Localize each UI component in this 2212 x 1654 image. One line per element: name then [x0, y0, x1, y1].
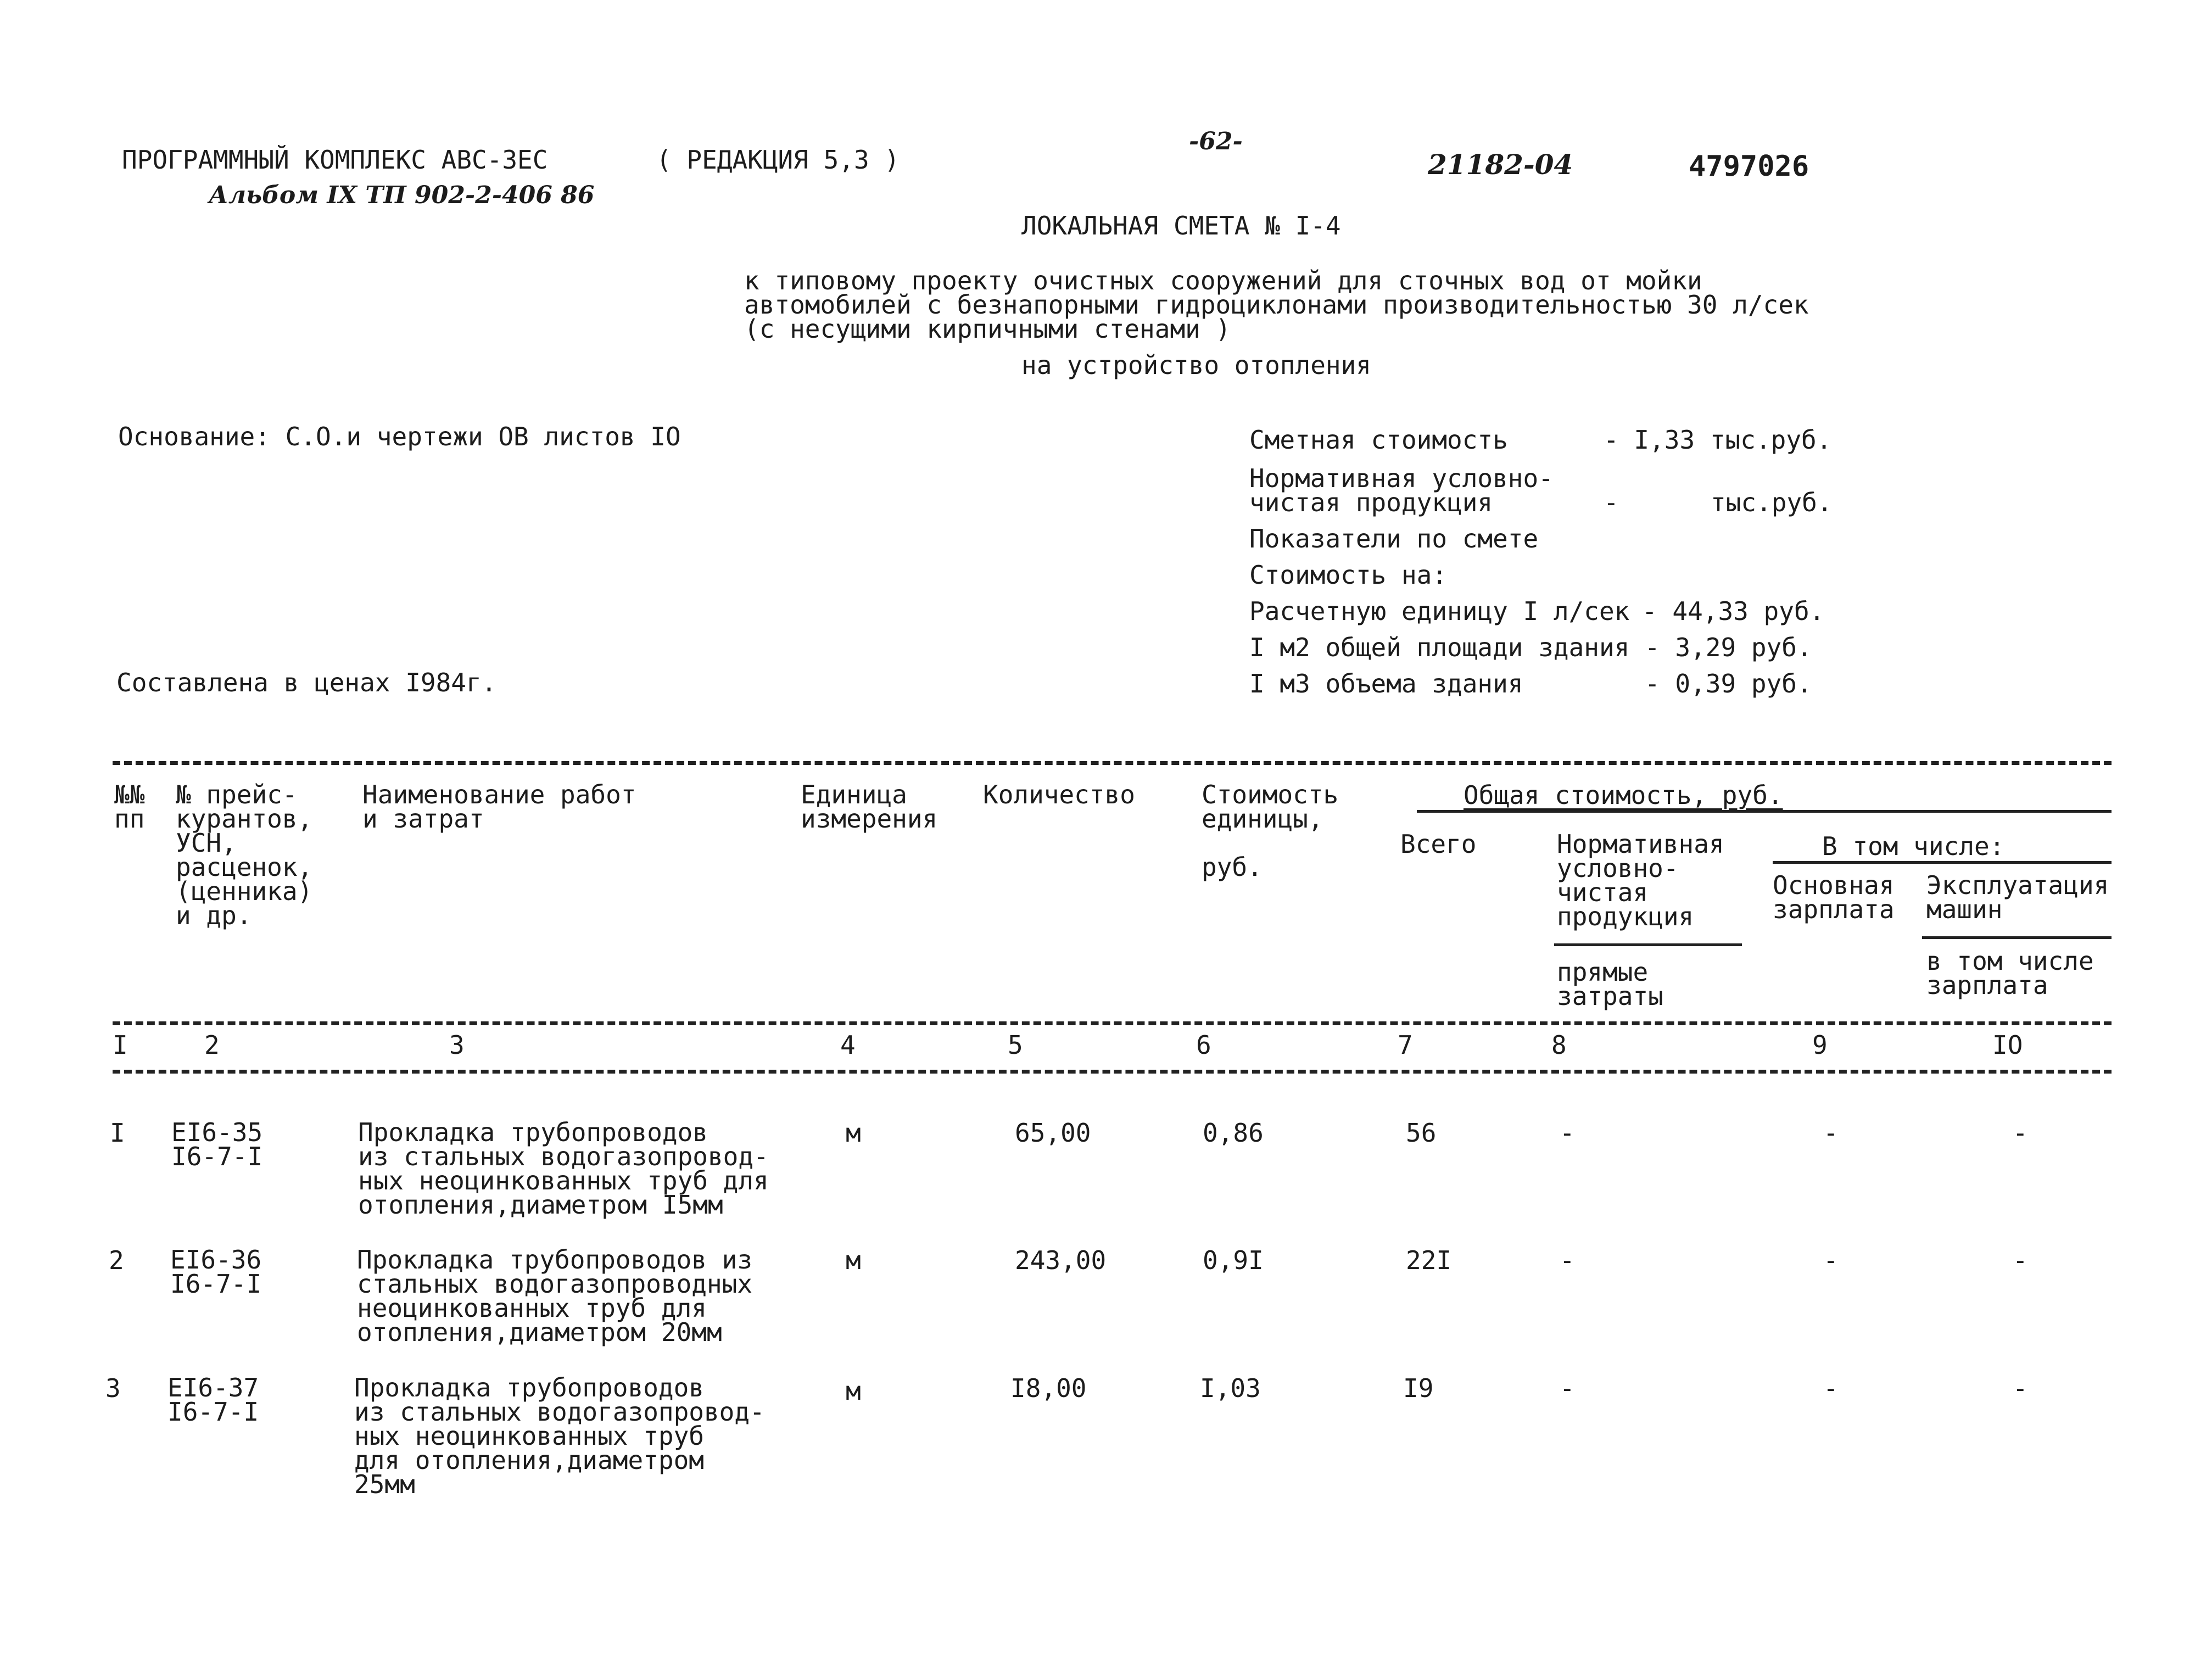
document-code: 21182-04 [1428, 148, 1573, 181]
estimated-cost-value: - I,33 тыс.руб. [1604, 425, 1832, 455]
column-number-rule [113, 1070, 2112, 1074]
table-top-rule [113, 761, 2112, 765]
header-unit-cost: Стоимость единицы, руб. [1202, 780, 1339, 882]
row-price-code: EI6-35 I6-7-I [171, 1117, 263, 1171]
row-unit: м [846, 1245, 861, 1275]
row-base-salary: - [1823, 1245, 1839, 1275]
row-normative: - [1560, 1118, 1575, 1148]
row-total: I9 [1403, 1373, 1434, 1403]
title-line-3: (с несущими кирпичными стенами ) [744, 314, 1231, 344]
row-normative: - [1560, 1373, 1575, 1403]
row-quantity: 243,00 [1015, 1245, 1107, 1275]
normative-label-1: Нормативная условно- [1249, 463, 1554, 493]
estimate-subtitle: на устройство отопления [1021, 350, 1371, 380]
estimated-cost-label: Сметная стоимость [1249, 425, 1508, 455]
header-normative: Нормативная условно- чистая продукция [1557, 829, 1724, 931]
row-work-name: Прокладка трубопроводов из стальных водогазопроводных неоцинкованных труб для отопления,диаметром 20мм [357, 1245, 753, 1347]
row-unit: м [846, 1118, 861, 1148]
title-line-2: автомобилей с безнапорными гидроциклонами производительностью 30 л/сек [744, 290, 1809, 320]
column-number: 9 [1812, 1030, 1828, 1060]
row-machines: - [2013, 1245, 2028, 1275]
indicators-label: Показатели по смете [1249, 524, 1539, 554]
row-unit: м [846, 1376, 861, 1406]
row-base-salary: - [1823, 1118, 1839, 1148]
page-number: -62- [1189, 127, 1243, 155]
normative-dash: - [1604, 488, 1619, 517]
cost-per-label: Стоимость на: [1249, 560, 1448, 590]
column-number: 6 [1196, 1030, 1211, 1060]
row-work-name: Прокладка трубопроводов из стальных водогазопровод- ных неоцинкованных труб для отопления,диаметром I5мм [358, 1117, 769, 1220]
header-work-name: Наименование работ и затрат [362, 780, 636, 834]
row-unit-cost: I,03 [1200, 1373, 1261, 1403]
header-direct-costs: прямые затраты [1557, 957, 1663, 1011]
column-number: I [113, 1030, 128, 1060]
column-number: 8 [1551, 1030, 1567, 1060]
row-number: 2 [109, 1245, 124, 1275]
column-number: 7 [1398, 1030, 1413, 1060]
header-total-group: Общая стоимость, руб. [1464, 780, 1783, 810]
header-price-code: № прейс- курантов, УСН, расценок, (ценника) и др. [176, 780, 313, 930]
row-quantity: I8,00 [1010, 1373, 1087, 1403]
basis-text: Основание: С.О.и чертежи ОВ листов IO [118, 422, 681, 451]
estimate-title: ЛОКАЛЬНАЯ СМЕТА № I-4 [1021, 211, 1341, 241]
row-quantity: 65,00 [1015, 1118, 1091, 1148]
header-base-salary: Основная зарплата [1773, 870, 1895, 924]
normative-sub-rule [1554, 943, 1742, 946]
row-number: 3 [105, 1373, 121, 1403]
machines-sub-rule [1922, 936, 2112, 939]
album-handwritten-note: Альбом IX ТП 902-2-406 86 [209, 181, 595, 209]
header-machines-salary: в том числе зарплата [1926, 946, 2094, 1000]
row-total: 56 [1406, 1118, 1437, 1148]
header-total: Всего [1400, 829, 1477, 859]
column-number: 5 [1008, 1030, 1023, 1060]
column-number: 3 [449, 1030, 465, 1060]
header-row-number: №№ пп [114, 780, 145, 834]
volume-cost-label: I м3 объема здания [1249, 669, 1523, 699]
header-machines: Эксплуатация машин [1926, 870, 2109, 924]
including-group-rule [1773, 861, 2112, 864]
area-cost-label: I м2 общей площади здания [1249, 633, 1630, 662]
row-machines: - [2013, 1373, 2028, 1403]
row-total: 22I [1406, 1245, 1452, 1275]
header-unit: Единица измерения [801, 780, 938, 834]
column-number: 2 [204, 1030, 220, 1060]
column-number: 4 [840, 1030, 856, 1060]
total-group-rule [1417, 810, 2112, 813]
row-price-code: EI6-36 I6-7-I [170, 1245, 262, 1299]
inventory-number: 4797026 [1689, 150, 1809, 183]
row-unit-cost: 0,86 [1203, 1118, 1264, 1148]
edition: ( РЕДАКЦИЯ 5,3 ) [656, 145, 900, 175]
table-header-rule [113, 1021, 2112, 1025]
row-normative: - [1560, 1245, 1575, 1275]
row-unit-cost: 0,9I [1203, 1245, 1264, 1275]
unit-cost-label: Расчетную единицу I л/сек [1249, 596, 1630, 626]
program-name: ПРОГРАММНЫЙ КОМПЛЕКС АВС-ЗЕС [122, 145, 548, 175]
volume-cost-value: - 0,39 руб. [1645, 669, 1812, 699]
header-quantity: Количество [983, 780, 1135, 809]
row-base-salary: - [1823, 1373, 1839, 1403]
header-including-group: В том числе: [1822, 831, 2005, 861]
row-work-name: Прокладка трубопроводов из стальных водогазопровод- ных неоцинкованных труб для отопления,диаметром 25мм [354, 1373, 765, 1499]
row-price-code: EI6-37 I6-7-I [167, 1373, 259, 1427]
price-basis: Составлена в ценах I984г. [116, 668, 497, 697]
normative-value: тыс.руб. [1711, 488, 1833, 517]
row-machines: - [2013, 1118, 2028, 1148]
unit-cost-value: - 44,33 руб. [1642, 596, 1825, 626]
area-cost-value: - 3,29 руб. [1645, 633, 1812, 662]
column-number: IO [1992, 1030, 2023, 1060]
normative-label-2: чистая продукция [1249, 488, 1493, 517]
row-number: I [110, 1118, 125, 1148]
title-line-1: к типовому проекту очистных сооружений для сточных вод от мойки [744, 266, 1702, 295]
